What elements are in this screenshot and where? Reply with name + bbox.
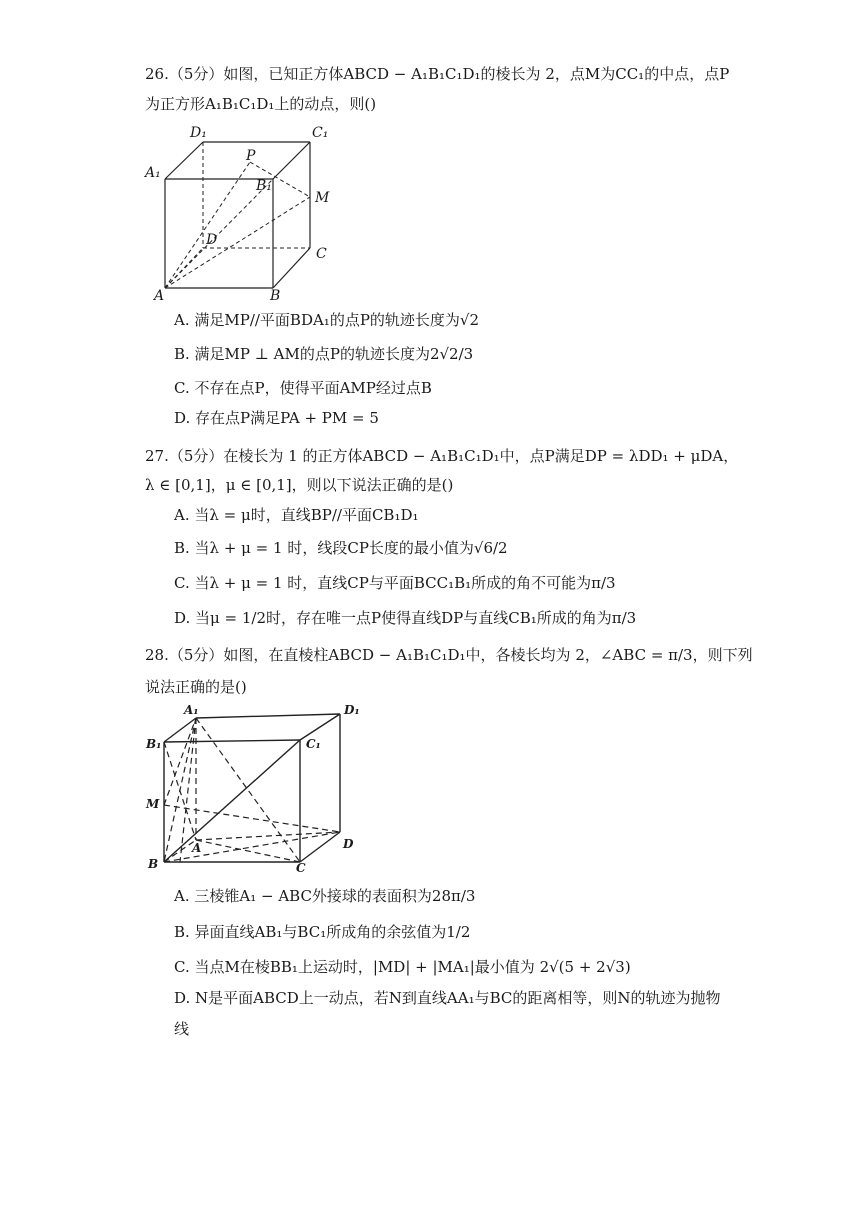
label-D1: D₁ [344, 703, 360, 717]
q27-option-c: C. 当λ + μ = 1 时，直线CP与平面BCC₁B₁所成的角不可能为π/3 [174, 574, 616, 592]
q27-option-a: A. 当λ = μ时，直线BP//平面CB₁D₁ [174, 506, 419, 524]
q26-stem-line2: 为正方形A₁B₁C₁D₁上的动点，则() [145, 95, 377, 113]
label-P: P [246, 148, 256, 164]
label-C: C [316, 246, 327, 262]
q27-stem-line1: 27.（5分）在棱长为 1 的正方体ABCD − A₁B₁C₁D₁中，点P满足DP = λDD₁ + μDA， [145, 447, 739, 465]
q26-stem-line1: 26.（5分）如图，已知正方体ABCD − A₁B₁C₁D₁的棱长为 2，点M为CC₁的中点，点P [145, 65, 730, 83]
q26-option-a: A. 满足MP//平面BDA₁的点P的轨迹长度为√2 [174, 311, 480, 329]
label-B: B [270, 288, 281, 302]
q28-option-b: B. 异面直线AB₁与BC₁所成角的余弦值为1/2 [174, 923, 471, 941]
q28-stem-line1: 28.（5分）如图，在直棱柱ABCD − A₁B₁C₁D₁中，各棱长均为 2，∠ABC = π/3，则下列 [145, 646, 753, 664]
label-B1: B₁ [146, 737, 162, 751]
q26-cube-figure [140, 122, 340, 302]
label-B1: B₁ [256, 178, 272, 194]
q28-prism-figure [140, 700, 370, 875]
q27-stem-line2: λ ∈ [0,1]，μ ∈ [0,1]，则以下说法正确的是() [145, 476, 454, 494]
label-C: C [296, 861, 306, 875]
q28-option-d-continued: 线 [174, 1020, 190, 1038]
label-M: M [315, 190, 330, 206]
q28-option-d: D. N是平面ABCD上一动点，若N到直线AA₁与BC的距离相等，则N的轨迹为抛物 [174, 989, 721, 1007]
label-D: D [343, 837, 354, 851]
label-D1: D₁ [190, 125, 207, 141]
label-C1: C₁ [306, 737, 321, 751]
q28-option-c: C. 当点M在棱BB₁上运动时，|MD| + |MA₁|最小值为 2√(5 + 2√3) [174, 958, 631, 976]
q28-option-a: A. 三棱锥A₁ − ABC外接球的表面积为28π/3 [174, 887, 476, 905]
label-B: B [148, 857, 159, 871]
label-M: M [146, 797, 160, 811]
label-A1: A₁ [184, 703, 199, 717]
label-A1: A₁ [145, 165, 161, 181]
label-A: A [154, 288, 165, 302]
q27-option-d: D. 当μ = 1/2时，存在唯一点P使得直线DP与直线CB₁所成的角为π/3 [174, 609, 637, 627]
q28-stem-line2: 说法正确的是() [145, 678, 247, 696]
q26-option-c: C. 不存在点P，使得平面AMP经过点B [174, 379, 432, 397]
label-A: A [192, 841, 202, 855]
q27-option-b: B. 当λ + μ = 1 时，线段CP长度的最小值为√6/2 [174, 539, 508, 557]
q26-option-d: D. 存在点P满足PA + PM = 5 [174, 409, 379, 427]
q26-option-b: B. 满足MP ⊥ AM的点P的轨迹长度为2√2/3 [174, 345, 474, 363]
label-C1: C₁ [312, 125, 329, 141]
label-D: D [206, 232, 218, 248]
